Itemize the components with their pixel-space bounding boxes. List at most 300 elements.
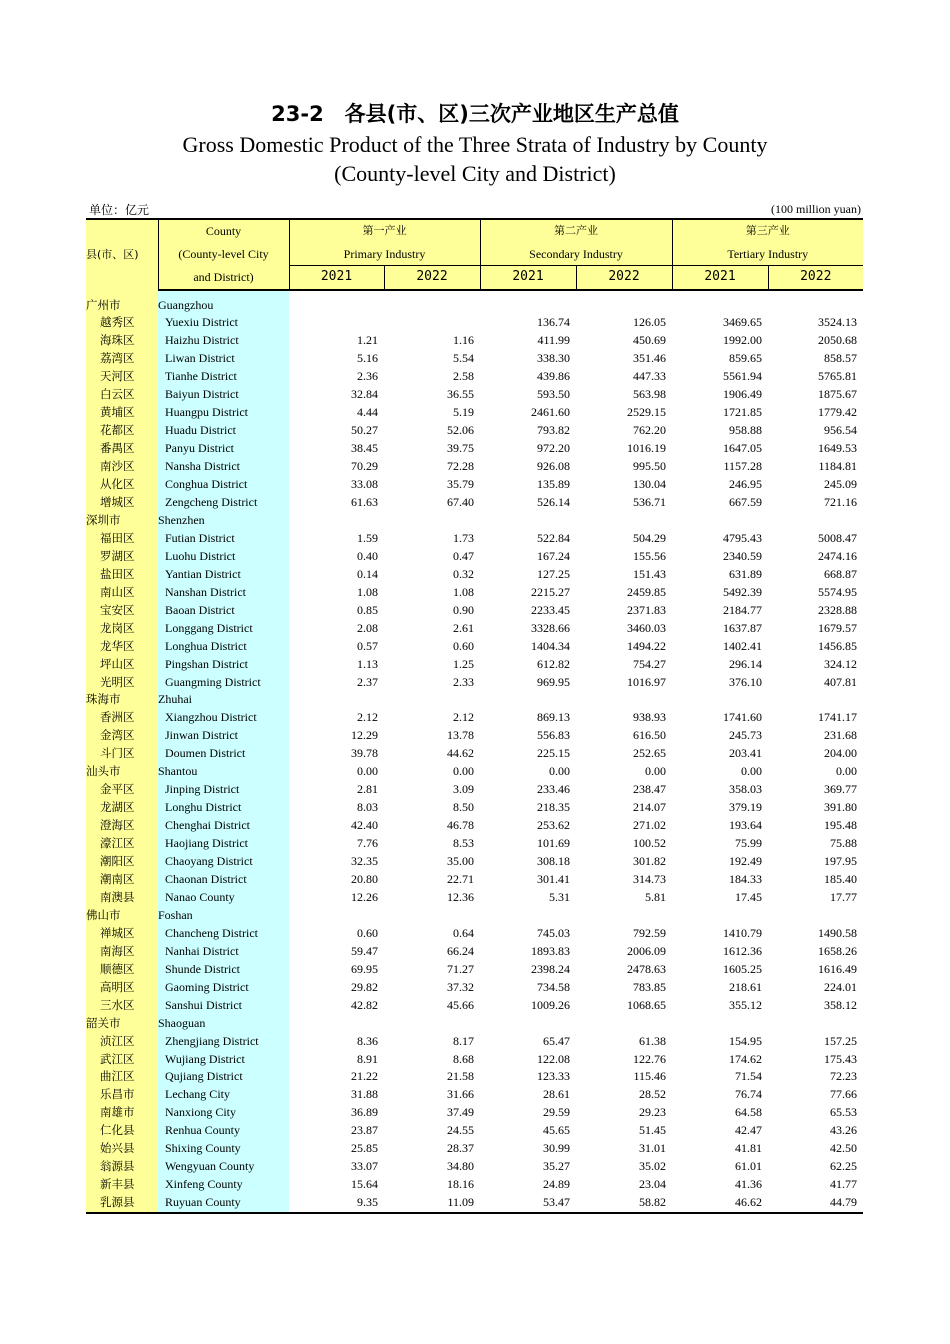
value-cell: 35.79 xyxy=(447,477,474,492)
value-cell: 5.54 xyxy=(453,351,474,366)
value-cell: 17.77 xyxy=(830,889,857,904)
value-cell: 42.40 xyxy=(351,818,378,833)
table-row xyxy=(86,314,863,332)
header-tertiary-en: Tertiary Industry xyxy=(672,243,863,266)
value-cell: 5492.39 xyxy=(723,584,762,599)
value-cell: 2.37 xyxy=(357,674,378,689)
value-cell xyxy=(289,1015,384,1033)
table-row xyxy=(86,656,863,674)
county-name-cn: 乳源县 xyxy=(86,1194,158,1213)
value-cell: 192.49 xyxy=(729,854,762,869)
table-row xyxy=(86,997,863,1015)
table-row xyxy=(86,602,863,620)
value-cell: 12.36 xyxy=(447,889,474,904)
value-cell: 35.27 xyxy=(543,1159,570,1174)
value-cell: 157.25 xyxy=(824,1033,857,1048)
value-cell: 1992.00 xyxy=(723,333,762,348)
county-name-en: Pingshan District xyxy=(158,656,289,674)
county-name-cn: 澄海区 xyxy=(86,817,158,835)
value-cell xyxy=(576,512,672,530)
page-title-english-line1: Gross Domestic Product of the Three Strata of Industry by County xyxy=(182,132,768,157)
table-row xyxy=(86,674,863,692)
county-name-cn: 斗门区 xyxy=(86,745,158,763)
value-cell xyxy=(480,907,576,925)
value-cell: 1402.41 xyxy=(723,638,762,653)
header-county-en-line1: County xyxy=(158,219,289,243)
value-cell: 38.45 xyxy=(351,441,378,456)
value-cell xyxy=(768,907,863,925)
value-cell: 12.26 xyxy=(351,889,378,904)
county-name-en: Baiyun District xyxy=(158,386,289,404)
county-name-cn: 顺德区 xyxy=(86,961,158,979)
table-row xyxy=(86,1122,863,1140)
county-name-cn: 南沙区 xyxy=(86,458,158,476)
county-name-cn: 新丰县 xyxy=(86,1176,158,1194)
table-row xyxy=(86,781,863,799)
county-name-cn: 禅城区 xyxy=(86,925,158,943)
county-name-en: Nanhai District xyxy=(158,943,289,961)
county-name-en: Tianhe District xyxy=(158,368,289,386)
value-cell xyxy=(672,297,768,315)
county-name-en: Futian District xyxy=(158,530,289,548)
value-cell xyxy=(384,1015,480,1033)
value-cell: 376.10 xyxy=(729,674,762,689)
value-cell: 31.88 xyxy=(351,1087,378,1102)
value-cell: 32.84 xyxy=(351,387,378,402)
value-cell: 1.16 xyxy=(453,333,474,348)
table-row xyxy=(86,476,863,494)
county-name-cn: 罗湖区 xyxy=(86,548,158,566)
value-cell: 21.58 xyxy=(447,1069,474,1084)
value-cell: 2.36 xyxy=(357,369,378,384)
value-cell: 2.12 xyxy=(453,710,474,725)
value-cell: 754.27 xyxy=(633,656,666,671)
city-row xyxy=(86,691,863,709)
table-row xyxy=(86,404,863,422)
value-cell: 41.81 xyxy=(735,1141,762,1156)
value-cell xyxy=(768,512,863,530)
county-name-en: Nanshan District xyxy=(158,584,289,602)
value-cell: 245.09 xyxy=(824,477,857,492)
value-cell: 1605.25 xyxy=(723,961,762,976)
county-name-cn: 南山区 xyxy=(86,584,158,602)
value-cell: 252.65 xyxy=(633,746,666,761)
value-cell: 28.37 xyxy=(447,1141,474,1156)
value-cell: 13.78 xyxy=(447,728,474,743)
value-cell: 0.85 xyxy=(357,602,378,617)
city-row xyxy=(86,1015,863,1033)
value-cell: 46.62 xyxy=(672,1194,768,1213)
value-cell: 1741.60 xyxy=(723,710,762,725)
value-cell: 136.74 xyxy=(537,315,570,330)
value-cell: 355.12 xyxy=(729,997,762,1012)
value-cell: 536.71 xyxy=(633,494,666,509)
value-cell: 504.29 xyxy=(633,530,666,545)
value-cell: 1612.36 xyxy=(723,943,762,958)
value-cell: 1647.05 xyxy=(723,441,762,456)
table-row xyxy=(86,871,863,889)
value-cell: 44.79 xyxy=(768,1194,863,1213)
value-cell: 17.45 xyxy=(735,889,762,904)
value-cell xyxy=(672,1015,768,1033)
county-name-en: Gaoming District xyxy=(158,979,289,997)
value-cell: 958.88 xyxy=(729,423,762,438)
value-cell: 2.58 xyxy=(453,369,474,384)
value-cell: 61.01 xyxy=(735,1159,762,1174)
value-cell: 4.44 xyxy=(357,405,378,420)
value-cell: 308.18 xyxy=(537,854,570,869)
value-cell: 154.95 xyxy=(729,1033,762,1048)
table-row xyxy=(86,350,863,368)
value-cell: 233.46 xyxy=(537,782,570,797)
value-cell: 8.03 xyxy=(357,800,378,815)
value-cell: 67.40 xyxy=(447,494,474,509)
value-cell: 522.84 xyxy=(537,530,570,545)
value-cell: 225.15 xyxy=(537,746,570,761)
value-cell: 8.36 xyxy=(357,1033,378,1048)
value-cell: 44.62 xyxy=(447,746,474,761)
county-name-cn: 汕头市 xyxy=(86,763,158,781)
county-name-cn: 潮南区 xyxy=(86,871,158,889)
value-cell: 151.43 xyxy=(633,566,666,581)
value-cell: 858.57 xyxy=(824,351,857,366)
value-cell: 1616.49 xyxy=(818,961,857,976)
table-row xyxy=(86,458,863,476)
value-cell: 1404.34 xyxy=(531,638,570,653)
value-cell: 0.32 xyxy=(453,566,474,581)
value-cell: 301.41 xyxy=(537,872,570,886)
county-name-en: Liwan District xyxy=(158,350,289,368)
value-cell: 224.01 xyxy=(824,979,857,994)
value-cell: 42.50 xyxy=(830,1141,857,1156)
value-cell: 123.33 xyxy=(537,1069,570,1084)
value-cell: 358.12 xyxy=(824,997,857,1012)
value-cell: 1068.65 xyxy=(627,997,666,1012)
value-cell: 1637.87 xyxy=(723,620,762,635)
value-cell: 11.09 xyxy=(384,1194,480,1213)
value-cell: 185.40 xyxy=(824,872,857,886)
value-cell: 41.36 xyxy=(735,1177,762,1192)
value-cell: 31.01 xyxy=(639,1141,666,1156)
value-cell: 1.08 xyxy=(453,584,474,599)
county-name-en: Qujiang District xyxy=(158,1068,289,1086)
value-cell: 2050.68 xyxy=(818,333,857,348)
value-cell: 0.40 xyxy=(357,548,378,563)
value-cell xyxy=(576,691,672,709)
value-cell: 450.69 xyxy=(633,333,666,348)
value-cell: 5765.81 xyxy=(818,369,857,384)
county-name-en: Doumen District xyxy=(158,745,289,763)
value-cell: 33.08 xyxy=(351,477,378,492)
county-name-cn: 番禺区 xyxy=(86,440,158,458)
value-cell: 2184.77 xyxy=(723,602,762,617)
county-name-cn: 乐昌市 xyxy=(86,1086,158,1104)
county-name-cn: 武江区 xyxy=(86,1051,158,1069)
value-cell xyxy=(768,297,863,315)
county-name-cn: 南雄市 xyxy=(86,1104,158,1122)
unit-label: 单位：亿元 xyxy=(89,203,150,217)
county-name-cn: 越秀区 xyxy=(86,314,158,332)
header-year: 2021 xyxy=(289,266,384,290)
value-cell: 2006.09 xyxy=(627,943,666,958)
value-cell: 43.26 xyxy=(830,1123,857,1138)
county-name-en: Yantian District xyxy=(158,566,289,584)
value-cell: 100.52 xyxy=(633,836,666,851)
value-cell: 35.00 xyxy=(447,854,474,869)
unit-label-english: (100 million yuan) xyxy=(771,202,861,216)
county-name-en: Nansha District xyxy=(158,458,289,476)
value-cell: 8.50 xyxy=(453,800,474,815)
county-name-en: Xinfeng County xyxy=(158,1176,289,1194)
value-cell: 3.09 xyxy=(453,782,474,797)
value-cell: 5.19 xyxy=(453,405,474,420)
county-name-cn: 龙岗区 xyxy=(86,620,158,638)
county-name-en: Huangpu District xyxy=(158,404,289,422)
county-name-cn: 三水区 xyxy=(86,997,158,1015)
value-cell: 29.82 xyxy=(351,979,378,994)
county-name-cn: 光明区 xyxy=(86,674,158,692)
value-cell: 271.02 xyxy=(633,818,666,833)
value-cell xyxy=(384,691,480,709)
header-county-cn: 县(市、区) xyxy=(86,219,158,290)
value-cell: 12.29 xyxy=(351,728,378,743)
table-row xyxy=(86,709,863,727)
value-cell: 0.60 xyxy=(357,925,378,940)
county-name-en: Guangming District xyxy=(158,674,289,692)
value-cell xyxy=(768,691,863,709)
value-cell: 369.77 xyxy=(824,782,857,797)
value-cell: 61.63 xyxy=(351,494,378,509)
table-row xyxy=(86,943,863,961)
county-name-en: Nanxiong City xyxy=(158,1104,289,1122)
value-cell: 25.85 xyxy=(351,1141,378,1156)
value-cell: 2371.83 xyxy=(627,602,666,617)
value-cell: 70.29 xyxy=(351,459,378,474)
value-cell: 75.99 xyxy=(735,836,762,851)
header-year: 2022 xyxy=(768,266,863,290)
value-cell: 155.56 xyxy=(633,548,666,563)
value-cell: 667.59 xyxy=(729,494,762,509)
value-cell: 1893.83 xyxy=(531,943,570,958)
table-row xyxy=(86,566,863,584)
value-cell: 439.86 xyxy=(537,369,570,384)
county-name-cn: 珠海市 xyxy=(86,691,158,709)
value-cell: 22.71 xyxy=(447,872,474,886)
table-body xyxy=(86,290,863,1214)
value-cell: 122.76 xyxy=(633,1051,666,1066)
value-cell: 792.59 xyxy=(633,925,666,940)
table-row xyxy=(86,1033,863,1051)
value-cell: 1658.26 xyxy=(818,943,857,958)
value-cell xyxy=(384,297,480,315)
header-secondary-en: Secondary Industry xyxy=(480,243,672,266)
value-cell: 1679.57 xyxy=(818,620,857,635)
value-cell: 29.23 xyxy=(639,1105,666,1120)
value-cell: 0.64 xyxy=(453,925,474,940)
county-name-en: Zhuhai xyxy=(158,691,289,709)
value-cell: 0.00 xyxy=(741,764,762,779)
value-cell: 45.65 xyxy=(543,1123,570,1138)
value-cell xyxy=(672,512,768,530)
county-name-cn: 始兴县 xyxy=(86,1140,158,1158)
county-name-cn: 花都区 xyxy=(86,422,158,440)
value-cell: 115.46 xyxy=(633,1069,666,1084)
value-cell xyxy=(672,691,768,709)
county-name-cn: 香洲区 xyxy=(86,709,158,727)
value-cell: 39.78 xyxy=(351,746,378,761)
value-cell: 218.35 xyxy=(537,800,570,815)
value-cell: 1184.81 xyxy=(818,459,857,474)
value-cell: 5561.94 xyxy=(723,369,762,384)
value-cell: 4795.43 xyxy=(723,530,762,545)
value-cell xyxy=(480,1015,576,1033)
county-name-en: Zhengjiang District xyxy=(158,1033,289,1051)
county-name-cn: 潮阳区 xyxy=(86,853,158,871)
county-name-en: Longhua District xyxy=(158,638,289,656)
table-spacer xyxy=(86,290,863,297)
table-row xyxy=(86,925,863,943)
value-cell: 2215.27 xyxy=(531,584,570,599)
value-cell: 556.83 xyxy=(537,728,570,743)
county-name-cn: 福田区 xyxy=(86,530,158,548)
table-row xyxy=(86,620,863,638)
value-cell: 995.50 xyxy=(633,459,666,474)
value-cell: 358.03 xyxy=(729,782,762,797)
table-row xyxy=(86,979,863,997)
value-cell xyxy=(768,1015,863,1033)
value-cell: 238.47 xyxy=(633,782,666,797)
value-cell: 34.80 xyxy=(447,1159,474,1174)
table-row xyxy=(86,1176,863,1194)
value-cell: 75.88 xyxy=(830,836,857,851)
value-cell: 66.24 xyxy=(447,943,474,958)
value-cell: 869.13 xyxy=(537,710,570,725)
header-primary-cn: 第一产业 xyxy=(289,219,480,243)
page-title-english-line2: (County-level City and District) xyxy=(334,161,616,186)
value-cell: 1.25 xyxy=(453,656,474,671)
header-year: 2022 xyxy=(576,266,672,290)
value-cell: 956.54 xyxy=(824,423,857,438)
county-name-cn: 仁化县 xyxy=(86,1122,158,1140)
county-name-cn: 龙湖区 xyxy=(86,799,158,817)
county-name-cn: 南海区 xyxy=(86,943,158,961)
value-cell: 301.82 xyxy=(633,854,666,869)
county-name-cn: 海珠区 xyxy=(86,332,158,350)
county-name-en: Panyu District xyxy=(158,440,289,458)
value-cell: 1410.79 xyxy=(723,925,762,940)
value-cell: 122.08 xyxy=(537,1051,570,1066)
value-cell: 1721.85 xyxy=(723,405,762,420)
table-row xyxy=(86,548,863,566)
value-cell: 2328.88 xyxy=(818,602,857,617)
value-cell: 926.08 xyxy=(537,459,570,474)
value-cell xyxy=(289,691,384,709)
table-row xyxy=(86,386,863,404)
value-cell: 972.20 xyxy=(537,441,570,456)
value-cell: 127.25 xyxy=(537,566,570,581)
value-cell: 2340.59 xyxy=(723,548,762,563)
value-cell xyxy=(289,297,384,315)
value-cell: 76.74 xyxy=(735,1087,762,1102)
value-cell: 101.69 xyxy=(537,836,570,851)
value-cell: 195.48 xyxy=(824,818,857,833)
value-cell: 51.45 xyxy=(639,1123,666,1138)
value-cell: 296.14 xyxy=(729,656,762,671)
table-row xyxy=(86,440,863,458)
value-cell xyxy=(384,314,480,332)
table-row xyxy=(86,584,863,602)
value-cell: 72.28 xyxy=(447,459,474,474)
value-cell: 37.32 xyxy=(447,979,474,994)
county-name-en: Shunde District xyxy=(158,961,289,979)
county-name-en: Shenzhen xyxy=(158,512,289,530)
header-primary-en: Primary Industry xyxy=(289,243,480,266)
table-row xyxy=(86,1104,863,1122)
value-cell: 379.19 xyxy=(729,800,762,815)
value-cell xyxy=(289,512,384,530)
table-row xyxy=(86,530,863,548)
county-name-en: Shixing County xyxy=(158,1140,289,1158)
county-name-cn: 宝安区 xyxy=(86,602,158,620)
county-name-en: Haojiang District xyxy=(158,835,289,853)
value-cell: 351.46 xyxy=(633,351,666,366)
value-cell xyxy=(480,512,576,530)
county-name-cn: 广州市 xyxy=(86,297,158,315)
value-cell: 631.89 xyxy=(729,566,762,581)
value-cell: 2.33 xyxy=(453,674,474,689)
value-cell: 28.61 xyxy=(543,1087,570,1102)
value-cell xyxy=(576,1015,672,1033)
value-cell: 859.65 xyxy=(729,351,762,366)
value-cell: 246.95 xyxy=(729,477,762,492)
value-cell: 2474.16 xyxy=(818,548,857,563)
header-tertiary-cn: 第三产业 xyxy=(672,219,863,243)
value-cell: 2.12 xyxy=(357,710,378,725)
value-cell: 1.73 xyxy=(453,530,474,545)
table-row xyxy=(86,799,863,817)
county-name-en: Jinping District xyxy=(158,781,289,799)
county-name-cn: 韶关市 xyxy=(86,1015,158,1033)
header-year: 2021 xyxy=(480,266,576,290)
county-name-en: Conghua District xyxy=(158,476,289,494)
value-cell: 71.54 xyxy=(735,1069,762,1084)
value-cell: 1906.49 xyxy=(723,387,762,402)
value-cell: 126.05 xyxy=(633,315,666,330)
value-cell: 2.81 xyxy=(357,782,378,797)
value-cell: 447.33 xyxy=(633,369,666,384)
county-name-en: Shaoguan xyxy=(158,1015,289,1033)
value-cell: 411.99 xyxy=(537,333,570,348)
value-cell: 338.30 xyxy=(537,351,570,366)
value-cell: 184.33 xyxy=(729,872,762,886)
value-cell: 391.80 xyxy=(824,800,857,815)
value-cell xyxy=(384,512,480,530)
value-cell: 5.31 xyxy=(549,889,570,904)
value-cell: 1157.28 xyxy=(723,459,762,474)
table-row xyxy=(86,745,863,763)
value-cell xyxy=(576,907,672,925)
value-cell: 21.22 xyxy=(351,1069,378,1084)
header-year: 2021 xyxy=(672,266,768,290)
value-cell: 65.53 xyxy=(830,1105,857,1120)
value-cell: 8.17 xyxy=(453,1033,474,1048)
value-cell: 1456.85 xyxy=(818,638,857,653)
value-cell: 616.50 xyxy=(633,728,666,743)
table-row xyxy=(86,422,863,440)
value-cell: 2398.24 xyxy=(531,961,570,976)
value-cell: 0.47 xyxy=(453,548,474,563)
value-cell: 783.85 xyxy=(633,979,666,994)
